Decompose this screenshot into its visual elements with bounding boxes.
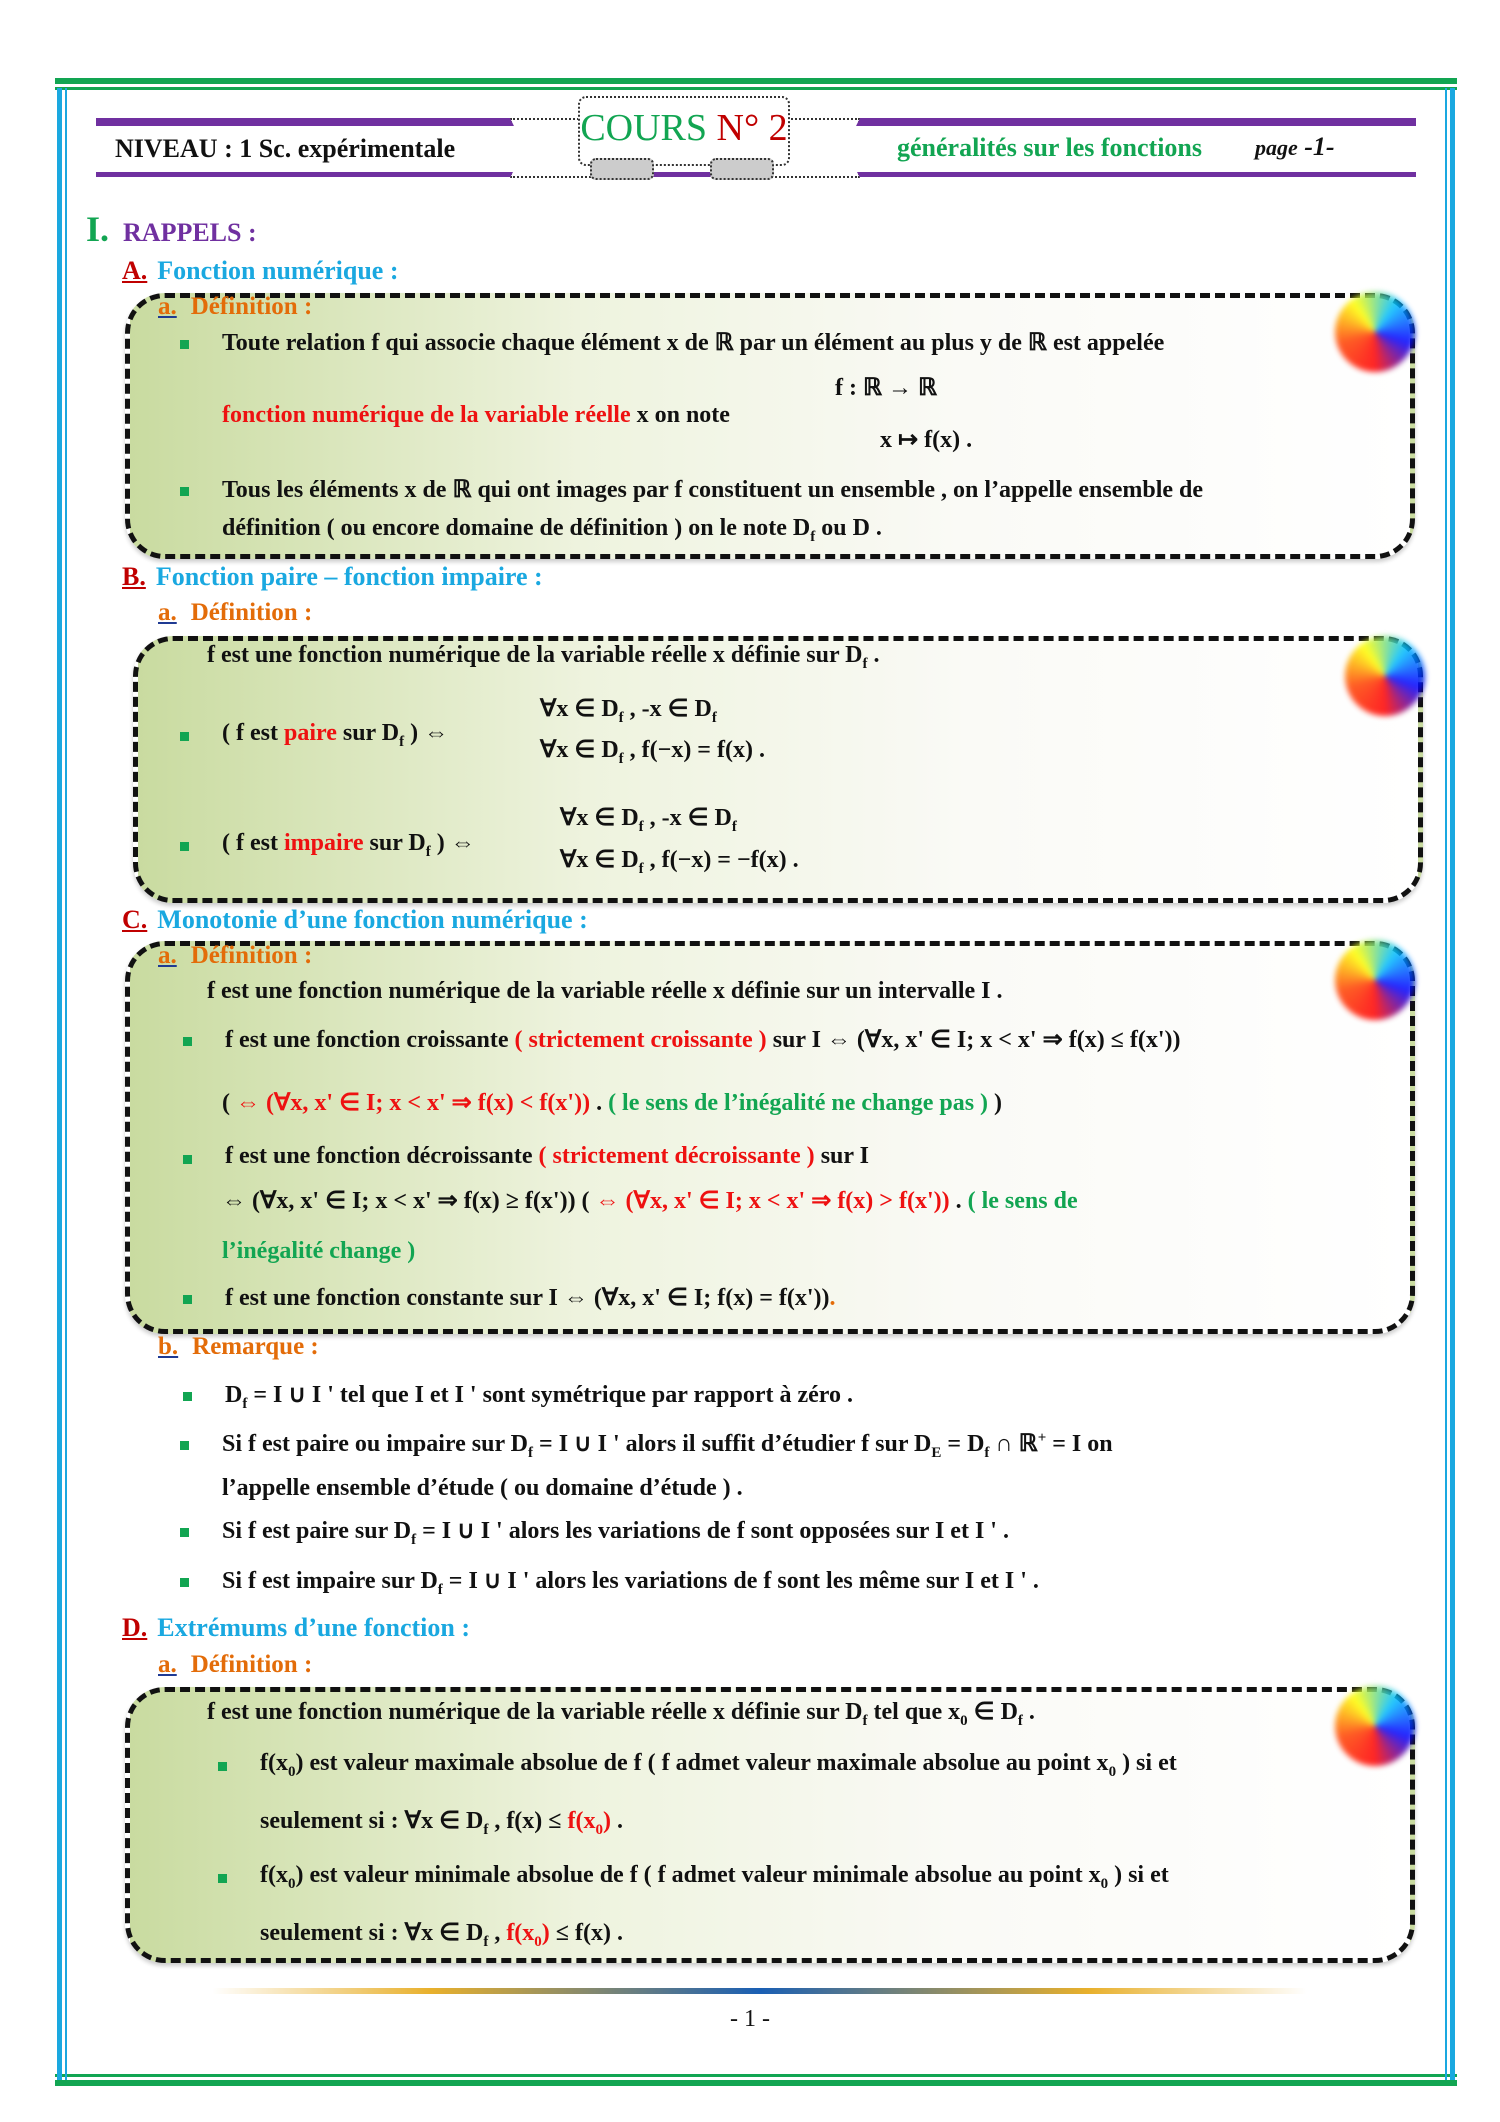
corner-decoration	[1335, 940, 1415, 1020]
text-segment: )	[988, 1090, 1003, 1116]
section-letter: D.	[122, 1613, 148, 1642]
text-line	[222, 1516, 1009, 1549]
bullet-icon	[180, 732, 189, 741]
text-segment: f(x	[260, 1750, 288, 1776]
section-B-heading	[122, 562, 543, 592]
bullet-icon	[180, 487, 189, 496]
text-segment: ou D .	[815, 515, 882, 541]
section-title: Fonction numérique :	[157, 256, 399, 285]
cours-word: COURS	[580, 107, 708, 149]
section-C-heading	[122, 905, 588, 935]
subsection-heading	[158, 942, 312, 970]
subsection-title: Définition :	[190, 1651, 313, 1678]
text-line	[880, 425, 972, 454]
text-line	[207, 642, 880, 673]
subsection-title: Remarque :	[192, 1333, 319, 1360]
text-line	[222, 1186, 1078, 1215]
section-title: Extrémums d’une fonction :	[157, 1613, 470, 1642]
text-line	[222, 720, 448, 751]
subsection-heading	[158, 1333, 319, 1361]
text-segment: ) est valeur maximale absolue de f ( f admet valeur maximale absolue au point x	[295, 1750, 1109, 1776]
text-line	[560, 845, 799, 878]
left-border-inner	[65, 88, 67, 2080]
text-line	[225, 1025, 1181, 1054]
text-segment: E	[931, 1444, 942, 1461]
text-segment: f	[411, 1531, 417, 1548]
page-label: page	[1255, 135, 1298, 160]
text-segment: = I ∪ I ' alors les variations de f sont opposées sur I et I ' .	[416, 1518, 1009, 1544]
text-segment: ( le sens de l’inégalité ne change pas )	[608, 1090, 989, 1116]
text-segment: , f(x) ≤	[488, 1808, 568, 1834]
bottom-green-rule-thick	[55, 2080, 1457, 2086]
text-line	[225, 1283, 836, 1312]
subsection-letter: b.	[158, 1333, 179, 1360]
text-segment: ∀x ∈ D	[560, 805, 639, 831]
text-segment: f	[1017, 1712, 1023, 1729]
text-segment: f est une fonction décroissante	[225, 1143, 539, 1169]
bullet-icon	[183, 1155, 192, 1164]
subsection-letter: a.	[158, 293, 177, 320]
subsection-letter: a.	[158, 942, 177, 969]
text-line	[225, 1143, 869, 1170]
text-segment: 0	[960, 1712, 968, 1729]
section-D-heading	[122, 1613, 470, 1643]
text-segment: f	[711, 709, 717, 726]
text-segment: fonction numérique de la variable réelle	[222, 402, 631, 428]
section-A-heading	[122, 256, 399, 286]
text-segment: ∀x ∈ D	[540, 737, 619, 763]
section-title: RAPPELS :	[123, 218, 257, 247]
text-segment: ( strictement décroissante )	[538, 1143, 815, 1169]
subsection-letter: a.	[158, 599, 177, 626]
text-line	[207, 978, 1003, 1005]
top-green-rule-thin	[55, 87, 1457, 90]
text-segment: ( f est	[222, 720, 284, 746]
section-letter: B.	[122, 562, 146, 591]
text-segment: ( strictement croissante )	[514, 1027, 767, 1053]
top-green-rule	[55, 78, 1457, 84]
text-segment: sur I ⇔ (∀x, x' ∈ I; x < x' ⇒ f(x) ≤ f(x'))	[766, 1027, 1181, 1053]
page-indicator	[1255, 132, 1335, 162]
text-segment: ( le sens de	[967, 1188, 1078, 1214]
text-line	[207, 1697, 1035, 1730]
subject-title: généralités sur les fonctions	[897, 133, 1202, 162]
text-segment: )	[602, 1808, 611, 1834]
bullet-icon	[180, 842, 189, 851]
bullet-icon	[218, 1762, 227, 1771]
section-title: Monotonie d’une fonction numérique :	[157, 905, 588, 934]
level-label: NIVEAU : 1 Sc. expérimentale	[115, 134, 456, 163]
text-segment: ) si et	[1108, 1862, 1169, 1888]
text-line	[260, 1918, 623, 1951]
text-segment: D	[225, 1382, 243, 1408]
text-line	[222, 1088, 1002, 1117]
text-segment: ⇔ (∀x, x' ∈ I; x < x' ⇒ f(x) > f(x'))	[595, 1188, 950, 1214]
subsection-letter: a.	[158, 1651, 177, 1678]
bullet-icon	[180, 1578, 189, 1587]
text-segment: Toute relation f qui associe chaque élément x de ℝ par un élément au plus y de ℝ est appelée	[222, 330, 1165, 356]
text-segment: ( f est	[222, 830, 284, 856]
text-line	[222, 1429, 1113, 1462]
section-I-heading	[86, 208, 257, 250]
subsection-title: Définition :	[190, 599, 313, 626]
text-line	[260, 1750, 1177, 1781]
text-segment: ) ⇔	[404, 720, 449, 746]
text-segment: f	[399, 733, 405, 750]
text-line	[222, 1566, 1039, 1599]
text-line	[835, 373, 937, 402]
text-segment: .	[949, 1188, 968, 1214]
text-segment: f	[862, 655, 868, 672]
text-segment: f(x	[506, 1920, 535, 1946]
text-segment: .	[1022, 1699, 1035, 1725]
text-segment: f est une fonction croissante	[225, 1027, 515, 1053]
text-segment: ⇔ (∀x, x' ∈ I; x < x' ⇒ f(x) < f(x'))	[236, 1090, 591, 1116]
text-segment: , -x ∈ D	[643, 805, 732, 831]
text-segment: 0	[287, 1763, 296, 1780]
text-segment: f est une fonction numérique de la variable réelle x définie sur D	[207, 642, 863, 668]
text-segment: Si f est impaire sur D	[222, 1568, 438, 1594]
text-segment: ) si et	[1116, 1750, 1177, 1776]
text-segment: Tous les éléments x de ℝ qui ont images par f constituent un ensemble , on l’appelle ensemble de	[222, 477, 1204, 503]
text-segment: ∩ ℝ	[989, 1431, 1038, 1457]
text-segment: ,	[488, 1920, 507, 1946]
text-line	[222, 475, 1203, 504]
text-segment: f est une fonction numérique de la variable réelle x définie sur un intervalle I .	[207, 978, 1003, 1004]
text-segment: 0	[1100, 1875, 1109, 1892]
right-border-outer	[1450, 88, 1455, 2080]
text-segment: ≤ f(x) .	[549, 1920, 623, 1946]
text-line	[260, 1806, 623, 1839]
text-segment: 0	[534, 1933, 542, 1950]
text-segment: f	[618, 750, 624, 767]
text-segment: f	[242, 1395, 248, 1412]
text-segment: ) ⇔	[430, 830, 475, 856]
right-border	[1445, 88, 1447, 2080]
text-line	[222, 515, 882, 546]
text-line	[222, 830, 475, 861]
text-segment: tel que x	[867, 1699, 961, 1725]
text-segment: f(x	[260, 1862, 288, 1888]
text-segment: f est une fonction numérique de la variable réelle x définie sur D	[207, 1699, 863, 1725]
text-segment: .	[590, 1090, 609, 1116]
text-segment: )	[541, 1920, 550, 1946]
subsection-title: Définition :	[190, 293, 313, 320]
footer-ornament-rule	[212, 1988, 1307, 1994]
footer-page-number: - 1 -	[730, 2006, 770, 2032]
subsection-title: Définition :	[190, 942, 313, 969]
text-line	[222, 1238, 415, 1265]
text-segment: Si f est paire ou impaire sur D	[222, 1431, 529, 1457]
subsection-heading	[158, 293, 312, 321]
text-segment: ∀x ∈ D	[540, 696, 619, 722]
text-segment: = I ∪ I ' tel que I et I ' sont symétrique par rapport à zéro .	[247, 1382, 853, 1408]
bottom-green-rule	[55, 2074, 1457, 2077]
text-segment: ∀x ∈ D	[560, 847, 639, 873]
text-segment: Si f est paire sur D	[222, 1518, 412, 1544]
subsection-heading	[158, 1651, 312, 1679]
text-segment: x ↦ f(x) .	[880, 427, 973, 453]
text-line	[560, 803, 737, 836]
text-segment: définition ( ou encore domaine de définition ) on le note D	[222, 515, 811, 541]
text-segment: = I ∪ I ' alors les variations de f sont les même sur I et I ' .	[442, 1568, 1039, 1594]
text-segment: .	[610, 1808, 623, 1834]
text-segment: f : ℝ → ℝ	[835, 375, 937, 401]
text-segment: , f(−x) = −f(x) .	[643, 847, 799, 873]
text-segment: ) est valeur minimale absolue de f ( f admet valeur minimale absolue au point x	[295, 1862, 1101, 1888]
text-segment: f	[638, 860, 644, 877]
text-segment: paire	[283, 720, 337, 746]
text-segment: f	[862, 1712, 868, 1729]
text-segment: (	[222, 1090, 236, 1116]
text-segment: f	[483, 1821, 489, 1838]
bullet-icon	[183, 1037, 192, 1046]
text-segment: , f(−x) = f(x) .	[623, 737, 765, 763]
section-number: I.	[86, 209, 110, 249]
text-line	[225, 1380, 853, 1413]
text-segment: f	[425, 843, 431, 860]
text-segment: f(x	[567, 1808, 596, 1834]
text-segment: l’inégalité change )	[222, 1238, 416, 1264]
text-segment: f	[483, 1933, 489, 1950]
bullet-icon	[180, 1441, 189, 1450]
text-line	[222, 328, 1164, 357]
text-segment: .	[829, 1285, 836, 1311]
text-line	[260, 1862, 1169, 1893]
text-segment: sur D	[363, 830, 426, 856]
text-segment: = I on	[1046, 1431, 1113, 1457]
text-line	[222, 402, 730, 429]
text-segment: f	[437, 1581, 443, 1598]
bullet-icon	[218, 1874, 227, 1883]
text-segment: sur I	[814, 1143, 869, 1169]
section-title: Fonction paire – fonction impaire :	[155, 562, 543, 591]
text-segment: f	[528, 1444, 534, 1461]
text-segment: ∈ D	[967, 1699, 1018, 1725]
bullet-icon	[180, 1528, 189, 1537]
subsection-heading	[158, 599, 312, 627]
text-segment: 0	[595, 1821, 603, 1838]
text-line	[222, 1475, 743, 1502]
text-segment: seulement si : ∀x ∈ D	[260, 1808, 484, 1834]
text-segment: f	[638, 818, 644, 835]
banner-tab-right	[710, 158, 774, 180]
section-letter: C.	[122, 905, 148, 934]
corner-decoration	[1345, 636, 1425, 716]
text-segment: = D	[941, 1431, 985, 1457]
course-banner	[578, 96, 790, 166]
cours-number: N° 2	[716, 107, 788, 149]
left-border	[57, 88, 62, 2080]
bullet-icon	[183, 1295, 192, 1304]
text-segment: impaire	[283, 830, 364, 856]
text-segment: +	[1037, 1430, 1047, 1446]
page-number: -1-	[1304, 132, 1335, 161]
text-segment: x on note	[630, 402, 730, 428]
banner-tab-left	[590, 158, 654, 180]
text-segment: , -x ∈ D	[623, 696, 712, 722]
section-letter: A.	[122, 256, 148, 285]
corner-decoration	[1335, 292, 1415, 372]
text-segment: seulement si : ∀x ∈ D	[260, 1920, 484, 1946]
text-line	[540, 735, 765, 768]
text-segment: f	[618, 709, 624, 726]
text-segment: ⇔ (∀x, x' ∈ I; x < x' ⇒ f(x) ≥ f(x')) (	[222, 1188, 596, 1214]
text-segment: 0	[287, 1875, 296, 1892]
bullet-icon	[180, 340, 189, 349]
text-segment: = I ∪ I ' alors il suffit d’étudier f sur D	[533, 1431, 932, 1457]
bullet-icon	[183, 1392, 192, 1401]
text-segment: f	[984, 1444, 990, 1461]
corner-decoration	[1335, 1686, 1415, 1766]
text-segment: sur D	[336, 720, 400, 746]
text-segment: l’appelle ensemble d’étude ( ou domaine d’étude ) .	[222, 1475, 743, 1501]
text-segment: f est une fonction constante sur I ⇔ (∀x, x' ∈ I; f(x) = f(x'))	[225, 1285, 830, 1311]
text-segment: 0	[1108, 1763, 1117, 1780]
text-segment: .	[867, 642, 880, 668]
text-line	[540, 694, 717, 727]
text-segment: f	[810, 528, 816, 545]
text-segment: f	[731, 818, 737, 835]
